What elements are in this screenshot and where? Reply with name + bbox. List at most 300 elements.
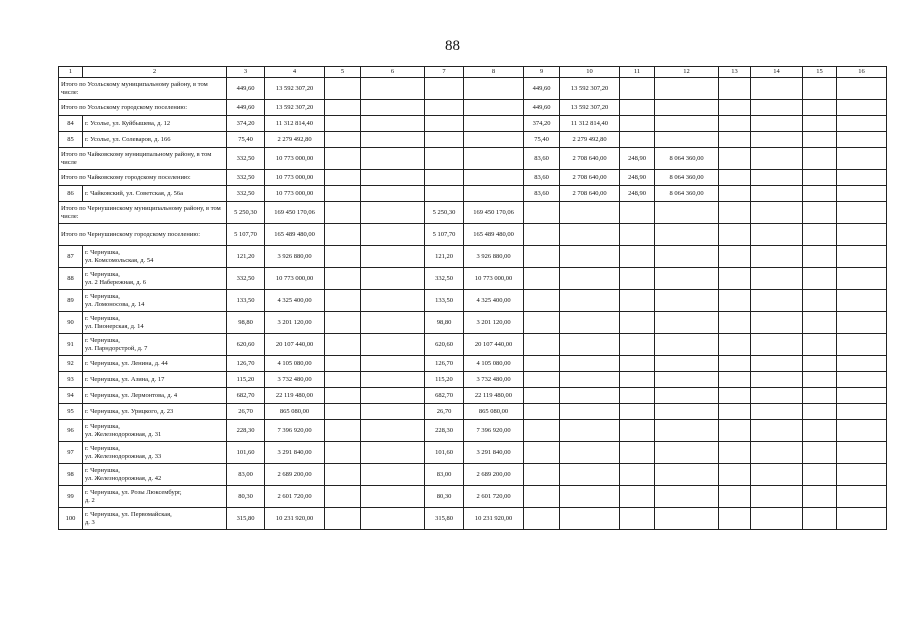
address-cell: г. Чернушка, ул. Железнодорожная, д. 33 xyxy=(83,442,227,464)
value-cell-c11 xyxy=(620,290,655,312)
subtotal-row xyxy=(59,148,887,170)
value-cell-c12 xyxy=(655,388,719,404)
value-cell-c12 xyxy=(655,202,719,224)
value-cell-c7: 682,70 xyxy=(425,388,464,404)
value-cell-c10: 13 592 307,20 xyxy=(560,100,620,116)
value-cell-c12: 8 064 360,00 xyxy=(655,170,719,186)
empty-cell xyxy=(803,372,837,388)
empty-cell xyxy=(751,100,803,116)
row-number-cell: 90 xyxy=(59,312,83,334)
column-number-cell: 1 xyxy=(59,67,83,78)
empty-cell xyxy=(325,356,361,372)
empty-cell xyxy=(803,116,837,132)
page-number: 88 xyxy=(445,38,460,54)
value-cell-c9 xyxy=(524,486,560,508)
address-cell: г. Чернушка, ул. Розы Люксембург, д. 2 xyxy=(83,486,227,508)
value-cell-c3: 98,80 xyxy=(227,312,265,334)
value-cell-c9: 449,60 xyxy=(524,100,560,116)
value-cell-c10 xyxy=(560,290,620,312)
empty-cell xyxy=(719,148,751,170)
empty-cell xyxy=(361,170,425,186)
value-cell-c10: 2 279 492,80 xyxy=(560,132,620,148)
empty-cell xyxy=(751,442,803,464)
subtotal-label: Итого по Чайковскому муниципальному району, в том числе xyxy=(59,148,227,170)
value-cell-c7: 126,70 xyxy=(425,356,464,372)
value-cell-c4: 13 592 307,20 xyxy=(265,78,325,100)
empty-cell xyxy=(837,202,887,224)
value-cell-c8: 10 231 920,00 xyxy=(464,508,524,530)
empty-cell xyxy=(325,132,361,148)
empty-cell xyxy=(837,486,887,508)
empty-cell xyxy=(803,312,837,334)
empty-cell xyxy=(719,508,751,530)
value-cell-c7 xyxy=(425,148,464,170)
empty-cell xyxy=(361,202,425,224)
empty-cell xyxy=(751,148,803,170)
subtotal-label: Итого по Усольскому муниципальному району, в том числе: xyxy=(59,78,227,100)
column-number-cell: 7 xyxy=(425,67,464,78)
value-cell-c11 xyxy=(620,464,655,486)
value-cell-c8: 10 773 000,00 xyxy=(464,268,524,290)
value-cell-c4: 3 201 120,00 xyxy=(265,312,325,334)
value-cell-c3: 5 107,70 xyxy=(227,224,265,246)
value-cell-c10: 2 708 640,00 xyxy=(560,148,620,170)
empty-cell xyxy=(361,508,425,530)
value-cell-c12: 8 064 360,00 xyxy=(655,186,719,202)
table-row xyxy=(59,132,887,148)
empty-cell xyxy=(325,486,361,508)
subtotal-row xyxy=(59,100,887,116)
empty-cell xyxy=(803,224,837,246)
value-cell-c12 xyxy=(655,404,719,420)
empty-cell xyxy=(803,100,837,116)
empty-cell xyxy=(803,246,837,268)
address-cell: г. Чернушка, ул. Железнодорожная, д. 31 xyxy=(83,420,227,442)
value-cell-c12 xyxy=(655,420,719,442)
value-cell-c4: 10 773 000,00 xyxy=(265,148,325,170)
empty-cell xyxy=(719,356,751,372)
empty-cell xyxy=(719,246,751,268)
value-cell-c8: 20 107 440,00 xyxy=(464,334,524,356)
column-number-cell: 14 xyxy=(751,67,803,78)
table-row xyxy=(59,442,887,464)
empty-cell xyxy=(803,334,837,356)
value-cell-c10 xyxy=(560,442,620,464)
empty-cell xyxy=(361,246,425,268)
empty-cell xyxy=(837,78,887,100)
empty-cell xyxy=(361,334,425,356)
empty-cell xyxy=(837,334,887,356)
column-number-cell: 16 xyxy=(837,67,887,78)
row-number-cell: 89 xyxy=(59,290,83,312)
empty-cell xyxy=(719,486,751,508)
address-cell: г. Чернушка, ул. Железнодорожная, д. 42 xyxy=(83,464,227,486)
value-cell-c10 xyxy=(560,388,620,404)
empty-cell xyxy=(719,442,751,464)
value-cell-c3: 80,30 xyxy=(227,486,265,508)
value-cell-c7: 5 250,30 xyxy=(425,202,464,224)
column-number-cell: 9 xyxy=(524,67,560,78)
value-cell-c11 xyxy=(620,388,655,404)
value-cell-c9 xyxy=(524,224,560,246)
value-cell-c8 xyxy=(464,116,524,132)
value-cell-c8: 3 732 480,00 xyxy=(464,372,524,388)
column-number-cell: 8 xyxy=(464,67,524,78)
row-number-cell: 84 xyxy=(59,116,83,132)
empty-cell xyxy=(837,224,887,246)
value-cell-c4: 4 325 400,00 xyxy=(265,290,325,312)
empty-cell xyxy=(325,404,361,420)
value-cell-c7: 133,50 xyxy=(425,290,464,312)
table-row xyxy=(59,486,887,508)
empty-cell xyxy=(719,420,751,442)
value-cell-c9 xyxy=(524,334,560,356)
value-cell-c7: 115,20 xyxy=(425,372,464,388)
row-number-cell: 93 xyxy=(59,372,83,388)
empty-cell xyxy=(837,116,887,132)
value-cell-c11 xyxy=(620,420,655,442)
empty-cell xyxy=(751,224,803,246)
empty-cell xyxy=(719,372,751,388)
value-cell-c7: 26,70 xyxy=(425,404,464,420)
row-number-cell: 88 xyxy=(59,268,83,290)
value-cell-c3: 26,70 xyxy=(227,404,265,420)
value-cell-c4: 4 105 080,00 xyxy=(265,356,325,372)
empty-cell xyxy=(837,268,887,290)
value-cell-c10 xyxy=(560,312,620,334)
value-cell-c7: 332,50 xyxy=(425,268,464,290)
empty-cell xyxy=(361,78,425,100)
empty-cell xyxy=(361,442,425,464)
address-cell: г. Чернушка, ул. Ломоносова, д. 14 xyxy=(83,290,227,312)
value-cell-c7 xyxy=(425,78,464,100)
value-cell-c9: 374,20 xyxy=(524,116,560,132)
value-cell-c9: 83,60 xyxy=(524,170,560,186)
empty-cell xyxy=(361,372,425,388)
row-number-cell: 95 xyxy=(59,404,83,420)
value-cell-c9 xyxy=(524,356,560,372)
subtotal-label: Итого по Чернушинскому муниципальному району, в том числе: xyxy=(59,202,227,224)
row-number-cell: 96 xyxy=(59,420,83,442)
empty-cell xyxy=(751,116,803,132)
value-cell-c3: 101,60 xyxy=(227,442,265,464)
value-cell-c12 xyxy=(655,356,719,372)
empty-cell xyxy=(803,148,837,170)
value-cell-c12 xyxy=(655,224,719,246)
value-cell-c10 xyxy=(560,268,620,290)
value-cell-c12 xyxy=(655,486,719,508)
table-row xyxy=(59,356,887,372)
value-cell-c8: 3 201 120,00 xyxy=(464,312,524,334)
value-cell-c10: 11 312 814,40 xyxy=(560,116,620,132)
value-cell-c9: 83,60 xyxy=(524,186,560,202)
value-cell-c8 xyxy=(464,148,524,170)
value-cell-c11 xyxy=(620,404,655,420)
address-cell: г. Чернушка, ул. Ленина, д. 44 xyxy=(83,356,227,372)
value-cell-c11 xyxy=(620,486,655,508)
address-cell: г. Чернушка, ул. Первомайская, д. 3 xyxy=(83,508,227,530)
value-cell-c8 xyxy=(464,170,524,186)
value-cell-c8: 4 105 080,00 xyxy=(464,356,524,372)
value-cell-c10 xyxy=(560,356,620,372)
value-cell-c8: 2 689 200,00 xyxy=(464,464,524,486)
value-cell-c12 xyxy=(655,132,719,148)
value-cell-c4: 2 279 492,80 xyxy=(265,132,325,148)
empty-cell xyxy=(719,388,751,404)
empty-cell xyxy=(325,290,361,312)
empty-cell xyxy=(837,132,887,148)
value-cell-c4: 169 450 170,06 xyxy=(265,202,325,224)
value-cell-c10: 13 592 307,20 xyxy=(560,78,620,100)
value-cell-c9 xyxy=(524,312,560,334)
empty-cell xyxy=(361,100,425,116)
subtotal-label: Итого по Чернушинскому городскому поселению: xyxy=(59,224,227,246)
value-cell-c7 xyxy=(425,186,464,202)
value-cell-c10 xyxy=(560,464,620,486)
value-cell-c3: 332,50 xyxy=(227,170,265,186)
row-number-cell: 85 xyxy=(59,132,83,148)
empty-cell xyxy=(803,486,837,508)
value-cell-c4: 3 732 480,00 xyxy=(265,372,325,388)
value-cell-c9: 449,60 xyxy=(524,78,560,100)
value-cell-c12 xyxy=(655,268,719,290)
value-cell-c7: 98,80 xyxy=(425,312,464,334)
empty-cell xyxy=(751,186,803,202)
value-cell-c11: 248,90 xyxy=(620,170,655,186)
empty-cell xyxy=(751,290,803,312)
value-cell-c3: 228,30 xyxy=(227,420,265,442)
empty-cell xyxy=(719,186,751,202)
value-cell-c8: 4 325 400,00 xyxy=(464,290,524,312)
empty-cell xyxy=(751,464,803,486)
table-row xyxy=(59,372,887,388)
empty-cell xyxy=(751,334,803,356)
value-cell-c8 xyxy=(464,186,524,202)
value-cell-c7 xyxy=(425,100,464,116)
empty-cell xyxy=(325,312,361,334)
address-cell: г. Чернушка, ул. Азина, д. 17 xyxy=(83,372,227,388)
empty-cell xyxy=(719,170,751,186)
value-cell-c4: 10 773 000,00 xyxy=(265,268,325,290)
value-cell-c7: 5 107,70 xyxy=(425,224,464,246)
row-number-cell: 94 xyxy=(59,388,83,404)
empty-cell xyxy=(325,202,361,224)
subtotal-row xyxy=(59,224,887,246)
address-cell: г. Чернушка, ул. Парндорстрой, д. 7 xyxy=(83,334,227,356)
column-number-cell: 15 xyxy=(803,67,837,78)
column-number-cell: 2 xyxy=(83,67,227,78)
value-cell-c3: 121,20 xyxy=(227,246,265,268)
table-row xyxy=(59,334,887,356)
value-cell-c7 xyxy=(425,116,464,132)
value-cell-c11 xyxy=(620,268,655,290)
empty-cell xyxy=(751,508,803,530)
empty-cell xyxy=(325,372,361,388)
empty-cell xyxy=(803,442,837,464)
value-cell-c10: 2 708 640,00 xyxy=(560,186,620,202)
value-cell-c3: 115,20 xyxy=(227,372,265,388)
value-cell-c12 xyxy=(655,116,719,132)
value-cell-c4: 3 291 840,00 xyxy=(265,442,325,464)
address-cell: г. Усолье, ул. Солеваров, д. 166 xyxy=(83,132,227,148)
empty-cell xyxy=(361,388,425,404)
empty-cell xyxy=(803,404,837,420)
empty-cell xyxy=(719,268,751,290)
table-row xyxy=(59,404,887,420)
value-cell-c9 xyxy=(524,372,560,388)
empty-cell xyxy=(719,132,751,148)
address-cell: г. Чернушка, ул. Урицкого, д. 23 xyxy=(83,404,227,420)
empty-cell xyxy=(751,202,803,224)
empty-cell xyxy=(837,312,887,334)
value-cell-c11 xyxy=(620,356,655,372)
empty-cell xyxy=(751,356,803,372)
value-cell-c11: 248,90 xyxy=(620,186,655,202)
value-cell-c4: 165 489 480,00 xyxy=(265,224,325,246)
value-cell-c11 xyxy=(620,116,655,132)
table-row xyxy=(59,186,887,202)
value-cell-c12 xyxy=(655,78,719,100)
empty-cell xyxy=(751,170,803,186)
empty-cell xyxy=(719,202,751,224)
value-cell-c7: 620,60 xyxy=(425,334,464,356)
empty-cell xyxy=(803,170,837,186)
value-cell-c7: 228,30 xyxy=(425,420,464,442)
table-row xyxy=(59,388,887,404)
row-number-cell: 99 xyxy=(59,486,83,508)
value-cell-c4: 2 601 720,00 xyxy=(265,486,325,508)
table-row xyxy=(59,290,887,312)
value-cell-c11 xyxy=(620,132,655,148)
empty-cell xyxy=(361,186,425,202)
value-cell-c8 xyxy=(464,132,524,148)
value-cell-c12 xyxy=(655,100,719,116)
empty-cell xyxy=(837,186,887,202)
empty-cell xyxy=(837,464,887,486)
empty-cell xyxy=(803,78,837,100)
empty-cell xyxy=(803,464,837,486)
empty-cell xyxy=(803,186,837,202)
value-cell-c10 xyxy=(560,246,620,268)
table-row xyxy=(59,464,887,486)
address-cell: г. Чернушка, ул. 2 Набережная, д. 6 xyxy=(83,268,227,290)
empty-cell xyxy=(803,268,837,290)
subtotal-row xyxy=(59,78,887,100)
empty-cell xyxy=(751,268,803,290)
table-row xyxy=(59,420,887,442)
value-cell-c3: 75,40 xyxy=(227,132,265,148)
empty-cell xyxy=(361,224,425,246)
empty-cell xyxy=(361,148,425,170)
address-cell: г. Чернушка, ул. Пионерская, д. 14 xyxy=(83,312,227,334)
address-cell: г. Чернушка, ул. Лермонтова, д. 4 xyxy=(83,388,227,404)
empty-cell xyxy=(719,464,751,486)
empty-cell xyxy=(325,148,361,170)
subtotal-row xyxy=(59,170,887,186)
value-cell-c3: 5 250,30 xyxy=(227,202,265,224)
empty-cell xyxy=(719,404,751,420)
value-cell-c9 xyxy=(524,464,560,486)
empty-cell xyxy=(325,464,361,486)
table-row xyxy=(59,116,887,132)
empty-cell xyxy=(325,268,361,290)
empty-cell xyxy=(719,224,751,246)
empty-cell xyxy=(361,132,425,148)
subtotal-label: Итого по Чайковскому городскому поселению: xyxy=(59,170,227,186)
empty-cell xyxy=(719,334,751,356)
value-cell-c9 xyxy=(524,202,560,224)
empty-cell xyxy=(325,442,361,464)
value-cell-c3: 332,50 xyxy=(227,186,265,202)
value-cell-c3: 315,80 xyxy=(227,508,265,530)
value-cell-c4: 13 592 307,20 xyxy=(265,100,325,116)
value-cell-c7 xyxy=(425,132,464,148)
empty-cell xyxy=(325,186,361,202)
value-cell-c8: 169 450 170,06 xyxy=(464,202,524,224)
empty-cell xyxy=(325,170,361,186)
empty-cell xyxy=(325,334,361,356)
value-cell-c4: 865 080,00 xyxy=(265,404,325,420)
empty-cell xyxy=(361,420,425,442)
value-cell-c3: 620,60 xyxy=(227,334,265,356)
value-cell-c9 xyxy=(524,404,560,420)
value-cell-c3: 133,50 xyxy=(227,290,265,312)
value-cell-c8: 165 489 480,00 xyxy=(464,224,524,246)
value-cell-c4: 11 312 814,40 xyxy=(265,116,325,132)
value-cell-c3: 682,70 xyxy=(227,388,265,404)
column-number-cell: 5 xyxy=(325,67,361,78)
table-row xyxy=(59,508,887,530)
subtotal-row xyxy=(59,202,887,224)
value-cell-c7: 101,60 xyxy=(425,442,464,464)
value-cell-c9 xyxy=(524,246,560,268)
empty-cell xyxy=(361,290,425,312)
value-cell-c11 xyxy=(620,442,655,464)
empty-cell xyxy=(719,100,751,116)
empty-cell xyxy=(751,312,803,334)
empty-cell xyxy=(803,356,837,372)
value-cell-c8: 7 396 920,00 xyxy=(464,420,524,442)
value-cell-c3: 449,60 xyxy=(227,78,265,100)
table-row xyxy=(59,246,887,268)
value-cell-c10 xyxy=(560,224,620,246)
register-table xyxy=(58,66,887,530)
value-cell-c11 xyxy=(620,246,655,268)
empty-cell xyxy=(325,100,361,116)
value-cell-c4: 22 119 480,00 xyxy=(265,388,325,404)
empty-cell xyxy=(751,420,803,442)
value-cell-c4: 10 773 000,00 xyxy=(265,170,325,186)
empty-cell xyxy=(803,508,837,530)
empty-cell xyxy=(751,246,803,268)
empty-cell xyxy=(837,356,887,372)
value-cell-c12 xyxy=(655,290,719,312)
empty-cell xyxy=(751,404,803,420)
column-number-cell: 6 xyxy=(361,67,425,78)
value-cell-c8: 3 291 840,00 xyxy=(464,442,524,464)
empty-cell xyxy=(751,388,803,404)
value-cell-c12 xyxy=(655,246,719,268)
value-cell-c3: 449,60 xyxy=(227,100,265,116)
empty-cell xyxy=(837,290,887,312)
value-cell-c10 xyxy=(560,508,620,530)
address-cell: г. Чайковский, ул. Советская, д. 56а xyxy=(83,186,227,202)
value-cell-c11 xyxy=(620,372,655,388)
empty-cell xyxy=(325,508,361,530)
value-cell-c10 xyxy=(560,372,620,388)
empty-cell xyxy=(837,442,887,464)
value-cell-c8: 22 119 480,00 xyxy=(464,388,524,404)
